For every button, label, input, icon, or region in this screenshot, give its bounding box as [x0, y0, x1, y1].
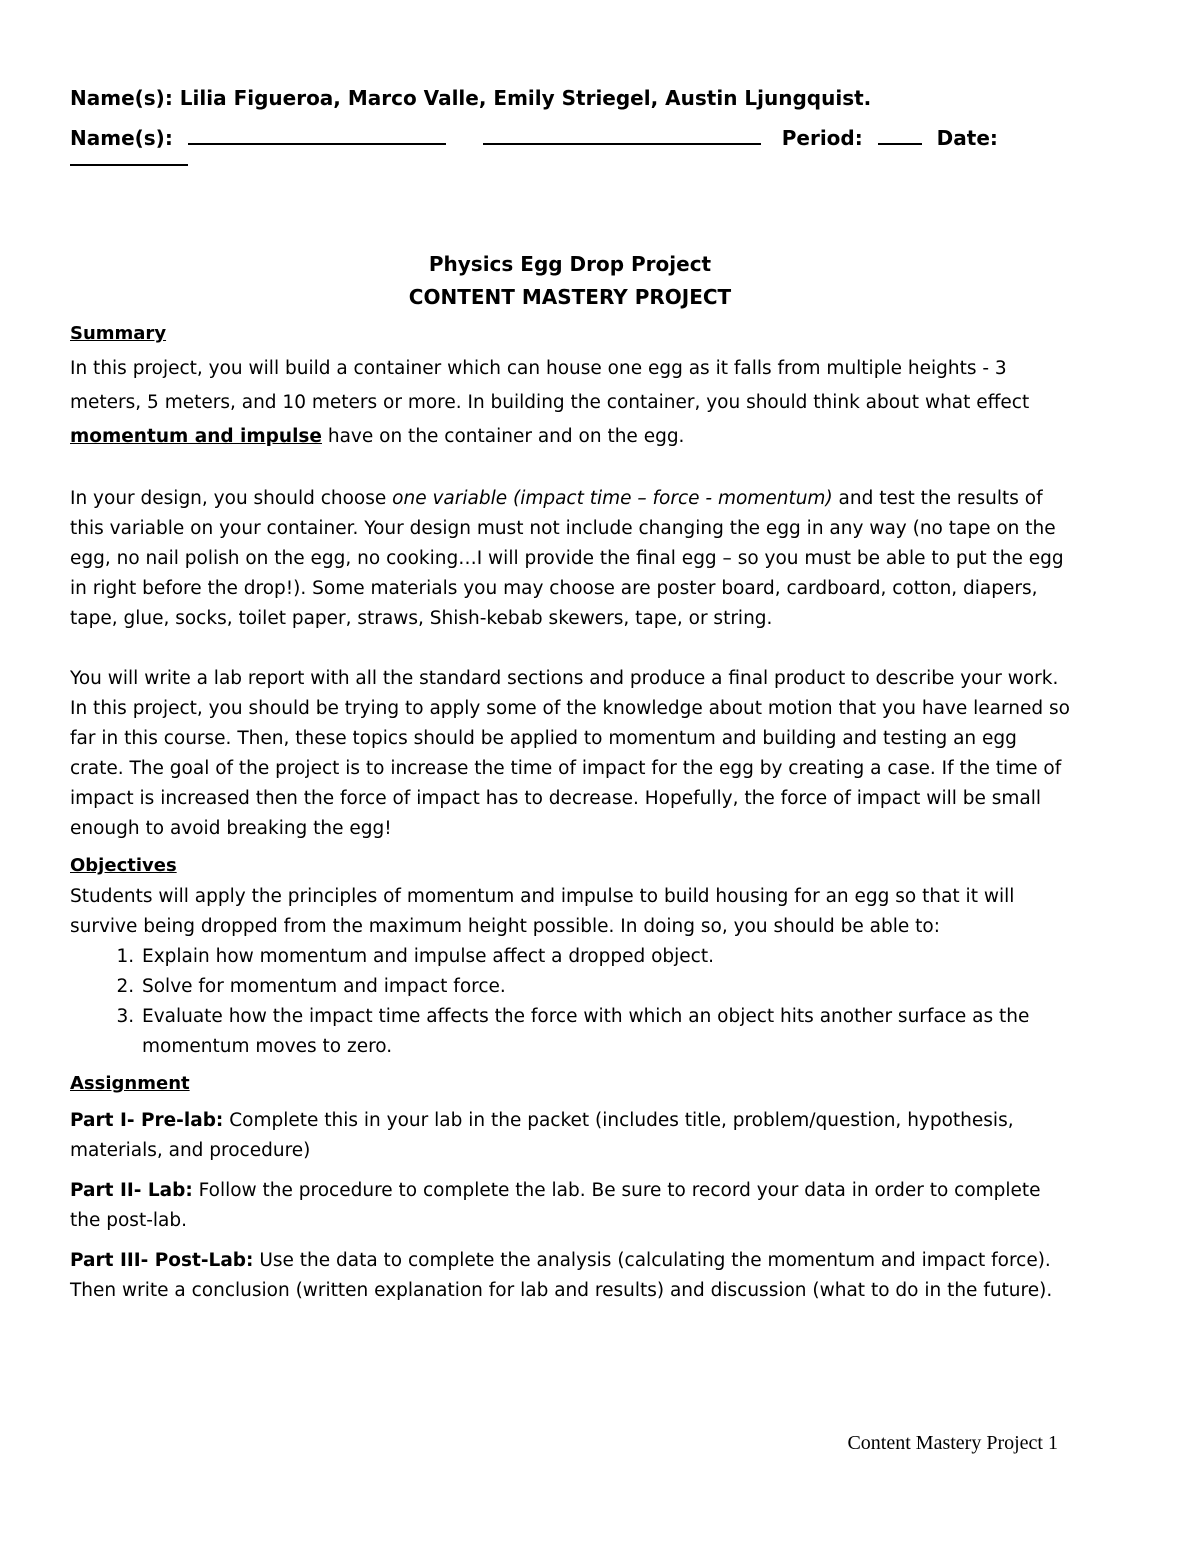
- assignment-part-1: [70, 1106, 1070, 1166]
- summary-paragraph-2: [70, 484, 1070, 634]
- names-label: Name(s):: [70, 86, 173, 110]
- summary-paragraph-1: [70, 352, 1070, 454]
- period-label: Period:: [781, 126, 863, 150]
- list-item: 1. Explain how momentum and impulse affect a dropped object.: [140, 942, 1070, 972]
- part-3-label: Part III- Post-Lab:: [70, 1250, 254, 1271]
- summary-p1-text-c: have on the container and on the egg.: [321, 426, 685, 447]
- summary-p1-emphasis: momentum and impulse: [70, 426, 322, 447]
- objectives-heading: Objectives: [70, 855, 177, 876]
- summary-p2-text-c: and test the results of this variable on your container. Your design must not include changing the egg in any way (no tape on the egg, no nail polish on the egg, no cooking…I will provide the final egg – so you must be able to put the egg in right before the drop!). Some materials you may choose are poster board, cardboard, cotton, diapers, tape, glue, socks, toilet paper, straws, Shish-kebab skewers, tape, or string.: [70, 488, 1064, 629]
- list-item: 3. Evaluate how the impact time affects the force with which an object hits another surface as the momentum moves to zero.: [140, 1002, 1070, 1062]
- part-1-label: Part I- Pre-lab:: [70, 1110, 224, 1131]
- date-blank: [70, 162, 188, 166]
- page-footer: Content Mastery Project 1: [847, 1432, 1058, 1454]
- period-blank: [878, 121, 922, 145]
- assignment-heading: Assignment: [70, 1073, 190, 1094]
- part-2-text: Follow the procedure to complete the lab. Be sure to record your data in order to complete the post-lab.: [70, 1180, 1041, 1231]
- summary-paragraph-3: You will write a lab report with all the standard sections and produce a final product to describe your work. In this project, you should be trying to apply some of the knowledge about motion that you have learned so far in this course. Then, these topics should be applied to momentum and building and testing an egg crate. The goal of the project is to increase the time of impact for the egg by creating a case. If the time of impact is increased then the force of impact has to decrease. Hopefully, the force of impact will be small enough to avoid breaking the egg!: [70, 668, 1070, 839]
- part-3-text: Use the data to complete the analysis (calculating the momentum and impact force). Then write a conclusion (written explanation for lab and results) and discussion (what to do in the future).: [70, 1250, 1053, 1301]
- date-blank-line: [70, 158, 1070, 188]
- summary-p2-text-a: In your design, you should choose: [70, 488, 393, 509]
- objectives-intro: Students will apply the principles of momentum and impulse to build housing for an egg so that it will survive being dropped from the maximum height possible. In doing so, you should be able to:: [70, 886, 1015, 937]
- part-1-text: Complete this in your lab in the packet (includes title, problem/question, hypothesis, materials, and procedure): [70, 1110, 1014, 1161]
- names-blank-label: Name(s):: [70, 126, 173, 150]
- name-blank-2: [483, 121, 761, 145]
- title-line-1: Physics Egg Drop Project: [428, 252, 712, 276]
- part-2-label: Part II- Lab:: [70, 1180, 193, 1201]
- names-filled-line: [70, 78, 1070, 118]
- name-blank-1: [188, 121, 446, 145]
- title-line-2: CONTENT MASTERY PROJECT: [408, 285, 732, 309]
- objectives-list: [70, 942, 1070, 1062]
- assignment-part-3: [70, 1246, 1070, 1306]
- list-item: 2. Solve for momentum and impact force.: [140, 972, 1070, 1002]
- names-blank-line: [70, 118, 1070, 158]
- date-label: Date:: [936, 126, 998, 150]
- names-value: Lilia Figueroa, Marco Valle, Emily Striegel, Austin Ljungquist.: [179, 86, 872, 110]
- summary-p1-text-a: In this project, you will build a container which can house one egg as it falls from multiple heights - 3 meters, 5 meters, and 10 meters or more. In building the container, you should think about what effect: [70, 358, 1030, 413]
- summary-heading: Summary: [70, 323, 167, 344]
- document-page: [70, 78, 1070, 1306]
- document-title: [70, 248, 1070, 314]
- summary-p2-italic: one variable (impact time – force - momentum): [392, 488, 833, 509]
- assignment-part-2: [70, 1176, 1070, 1236]
